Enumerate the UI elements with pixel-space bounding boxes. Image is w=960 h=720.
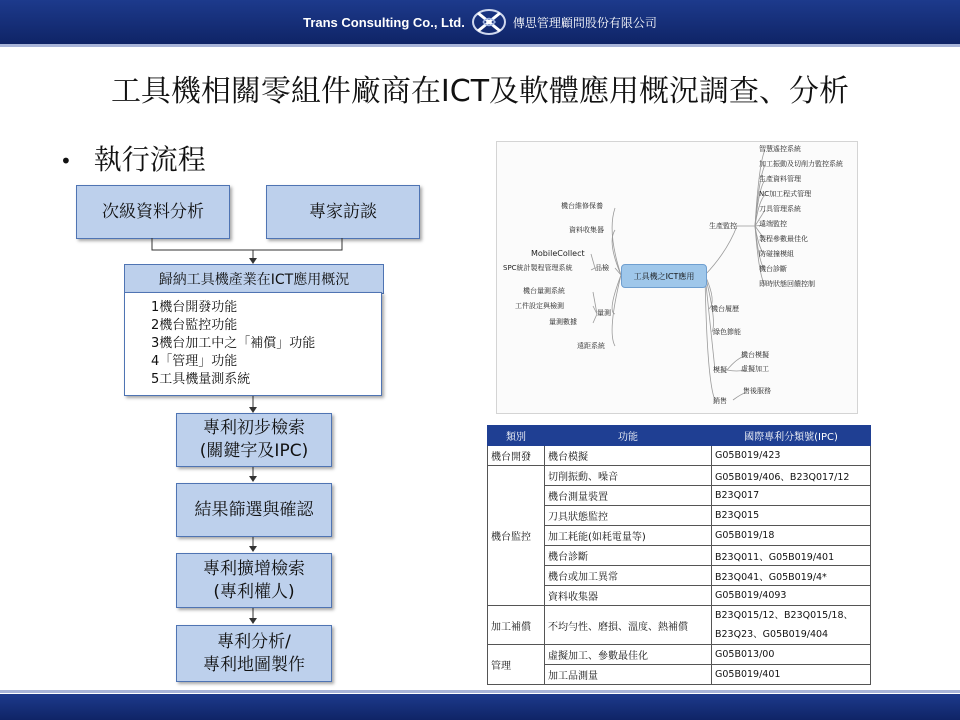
mindmap-node: 售後服務 [743,387,771,395]
mindmap-node: 量測 [597,309,611,317]
table-header: 功能 [545,426,712,446]
table-row [488,546,871,566]
flow-box-expanded-search [176,553,332,608]
mindmap-node: SPC統計製程管理系統 [503,264,573,272]
company-name-en: Trans Consulting Co., Ltd. [303,14,465,30]
table-cell: 刀具狀態監控 [545,506,712,526]
table-row [488,606,871,645]
footer-rule [0,690,960,693]
table-cell-line: B23Q015/12、B23Q015/18、 [715,610,854,621]
mindmap-node: 模擬 [713,366,727,374]
mindmap-node: 量測數據 [549,318,577,326]
table-header: 國際專利分類號(IPC) [712,426,871,446]
flow-box-screening: 結果篩選與確認 [176,483,332,537]
table-row [488,566,871,586]
mindmap-node: MobileCollect [531,249,585,258]
table-cell-category: 管理 [488,645,545,685]
table-cell [712,606,871,645]
table-cell: G05B019/18 [712,526,871,546]
mindmap-node: 防碰撞模組 [759,250,794,258]
summary-item: 3機台加工中之「補償」功能 [151,336,316,351]
ipc-table [487,425,871,685]
table-cell: G05B013/00 [712,645,871,665]
flow-box-text: 專利擴增檢索 [203,558,305,579]
company-name-zh: 傳思管理顧問股份有限公司 [512,15,657,30]
summary-header: 歸納工具機產業在ICT應用概況 [124,264,384,294]
table-cell: 虛擬加工、參數最佳化 [545,645,712,665]
table-row [488,645,871,665]
mindmap-node: 工件設定與檢測 [515,302,564,310]
table-cell: 切削振動、噪音 [545,466,712,486]
mindmap-node: NC加工程式管理 [759,190,812,198]
table-cell-line: B23Q23、G05B019/404 [715,629,829,640]
mindmap-node: 機台履歷 [711,305,739,313]
summary-item: 2機台監控功能 [151,318,238,333]
table-cell: 機台模擬 [545,446,712,466]
mindmap-node: 生產資料管理 [759,175,801,183]
table-header-row [488,426,871,446]
footer-bar [0,694,960,720]
summary-item: 5工具機量測系統 [151,372,251,387]
table-cell: 加工品測量 [545,665,712,685]
page-title: 工具機相關零組件廠商在ICT及軟體應用概況調查、分析 [110,74,850,109]
flow-box-text: 專利初步檢索 [203,418,305,439]
flow-box-text: (關鍵字及IPC) [199,441,309,461]
mindmap-node: 機台維修保養 [561,202,603,210]
mindmap-center-node: 工具機之ICT應用 [621,264,707,288]
bullet-label: 執行流程 [93,143,206,176]
mindmap-node: 綠色節能 [713,328,741,336]
mindmap-node: 機台診斷 [759,265,787,273]
table-cell: 機台診斷 [545,546,712,566]
table-header: 類別 [488,426,545,446]
table-cell: 加工耗能(如耗電量等) [545,526,712,546]
table-cell: B23Q015 [712,506,871,526]
table-row [488,586,871,606]
mindmap-node: 製程參數最佳化 [759,235,808,243]
table-cell: 不均勻性、磨損、溫度、熱補償 [545,606,712,645]
table-row [488,526,871,546]
summary-item: 4「管理」功能 [151,354,238,369]
table-row [488,466,871,486]
mindmap-node: 即時狀態回饋控制 [759,280,815,288]
summary-list-box [124,292,382,396]
table-row [488,486,871,506]
table-cell: 機台測量裝置 [545,486,712,506]
mindmap-node: 銷售 [713,397,727,405]
mindmap-node: 刀具管理系統 [759,205,801,213]
mindmap-node: 資料收集器 [569,226,604,234]
mindmap-node: 遠端監控 [759,220,787,228]
flow-box-text: 專利地圖製作 [203,654,305,675]
mindmap-node: 機台模擬 [741,351,769,359]
mindmap-node: 遠距系統 [577,342,605,350]
table-cell-category: 機台開發 [488,446,545,466]
table-row [488,446,871,466]
table-cell: B23Q011、G05B019/401 [712,546,871,566]
summary-item: 1機台開發功能 [151,300,238,315]
mindmap-diagram [496,141,858,414]
mindmap-node: 虛擬加工 [741,365,769,373]
mindmap-node: 品檢 [595,264,609,272]
flow-box-patent-analysis [176,625,332,682]
flow-box-expert-interview: 專家訪談 [266,185,420,239]
mindmap-node: 生產監控 [709,222,737,230]
flow-box-secondary-analysis: 次級資料分析 [76,185,230,239]
table-cell: G05B019/406、B23Q017/12 [712,466,871,486]
table-cell: G05B019/4093 [712,586,871,606]
mindmap-node: 加工振動及切削力監控系統 [759,160,843,168]
table-cell: 資料收集器 [545,586,712,606]
table-cell: B23Q017 [712,486,871,506]
table-cell-category: 機台監控 [488,466,545,606]
flow-box-initial-search [176,413,332,467]
bullet-dot-icon: • [60,149,72,173]
table-cell: G05B019/423 [712,446,871,466]
flow-box-text: (專利權人) [213,581,295,602]
table-cell: B23Q041、G05B019/4* [712,566,871,586]
mindmap-node: 機台量測系統 [523,287,565,295]
table-cell: 機台或加工異常 [545,566,712,586]
mindmap-node: 智慧遙控系統 [759,145,801,153]
table-cell: G05B019/401 [712,665,871,685]
table-row [488,665,871,685]
flow-box-text: 專利分析/ [217,631,291,652]
table-row [488,506,871,526]
table-cell-category: 加工補償 [488,606,545,645]
